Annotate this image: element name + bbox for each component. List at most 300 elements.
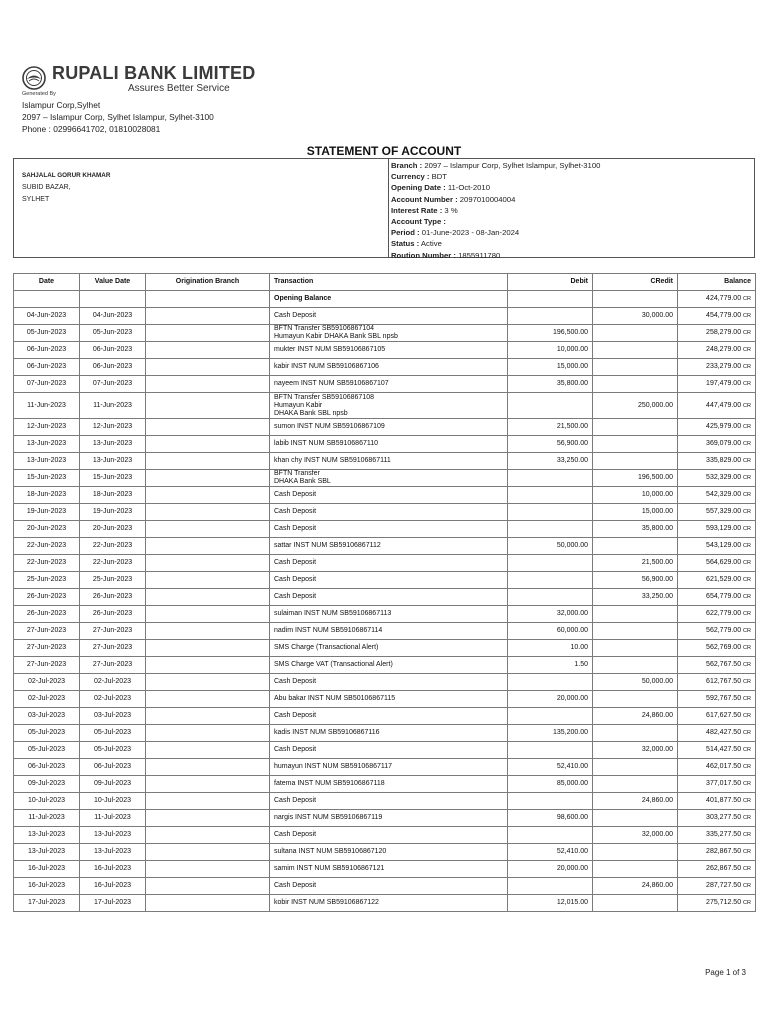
balance-amount: 369,079.00 xyxy=(706,440,742,447)
cell-value-date: 20-Jun-2023 xyxy=(80,521,146,538)
cell-credit xyxy=(593,691,678,708)
transaction-line: fatema INST NUM SB59106867118 xyxy=(274,780,385,787)
balance-suffix: CR xyxy=(743,330,751,336)
transaction-line: SMS Charge VAT (Transactional Alert) xyxy=(274,661,393,668)
transaction-row xyxy=(14,606,756,623)
transaction-line: Cash Deposit xyxy=(274,712,317,719)
cell-date: 16-Jul-2023 xyxy=(14,861,80,878)
balance-amount: 424,779.00 xyxy=(706,295,742,302)
balance-suffix: CR xyxy=(743,364,751,370)
cell-value-date: 06-Jun-2023 xyxy=(80,359,146,376)
account-detail-value: 3 % xyxy=(444,205,458,215)
cell-balance xyxy=(678,844,756,861)
balance-suffix: CR xyxy=(743,296,751,302)
balance-amount: 248,279.00 xyxy=(706,346,742,353)
cell-value-date: 05-Jun-2023 xyxy=(80,325,146,342)
balance-suffix: CR xyxy=(743,832,751,838)
cell-origination-branch xyxy=(146,640,270,657)
cell-value-date: 22-Jun-2023 xyxy=(80,538,146,555)
transaction-row xyxy=(14,674,756,691)
cell-origination-branch xyxy=(146,359,270,376)
account-detail-value: Active xyxy=(420,239,442,249)
cell-balance xyxy=(678,657,756,674)
cell-balance xyxy=(678,895,756,912)
transaction-line: Humayun Kabir xyxy=(274,401,323,409)
transaction-line: Cash Deposit xyxy=(274,797,317,804)
cell-balance xyxy=(678,308,756,325)
cell-empty xyxy=(80,291,146,308)
cell-value-date: 27-Jun-2023 xyxy=(80,623,146,640)
balance-amount: 262,867.50 xyxy=(706,865,742,872)
cell-origination-branch xyxy=(146,895,270,912)
cell-value-date: 16-Jul-2023 xyxy=(80,878,146,895)
cell-transaction xyxy=(270,810,508,827)
branch-line: Phone : 02996641702, 01810028081 xyxy=(22,124,161,134)
account-detail-line xyxy=(391,227,600,238)
account-detail-label: Interest Rate : xyxy=(391,205,443,215)
cell-transaction xyxy=(270,504,508,521)
balance-suffix: CR xyxy=(743,577,751,583)
cell-value-date: 09-Jul-2023 xyxy=(80,776,146,793)
cell-date: 27-Jun-2023 xyxy=(14,640,80,657)
account-detail-line xyxy=(391,182,600,193)
cell-value-date: 02-Jul-2023 xyxy=(80,691,146,708)
cell-transaction xyxy=(270,589,508,606)
cell-transaction xyxy=(270,555,508,572)
cell-date: 18-Jun-2023 xyxy=(14,487,80,504)
branch-line: 2097 – Islampur Corp, Sylhet Islampur, Sylhet-3100 xyxy=(22,112,214,122)
balance-suffix: CR xyxy=(743,849,751,855)
cell-credit: 33,250.00 xyxy=(593,589,678,606)
transaction-line: samim INST NUM SB59106867121 xyxy=(274,865,385,872)
cell-origination-branch xyxy=(146,504,270,521)
cell-origination-branch xyxy=(146,589,270,606)
account-detail-line xyxy=(391,250,600,261)
cell-balance xyxy=(678,325,756,342)
transaction-row xyxy=(14,657,756,674)
cell-credit xyxy=(593,895,678,912)
cell-value-date: 11-Jul-2023 xyxy=(80,810,146,827)
cell-empty xyxy=(146,291,270,308)
account-detail-label: Account Number : xyxy=(391,194,458,204)
transaction-line: Abu bakar INST NUM SB50106867115 xyxy=(274,695,396,702)
balance-amount: 617,627.50 xyxy=(706,712,742,719)
cell-balance xyxy=(678,453,756,470)
balance-suffix: CR xyxy=(743,402,751,409)
cell-date: 13-Jul-2023 xyxy=(14,827,80,844)
cell-credit xyxy=(593,725,678,742)
cell-balance xyxy=(678,742,756,759)
balance-suffix: CR xyxy=(743,526,751,532)
transaction-row xyxy=(14,844,756,861)
balance-amount: 303,277.50 xyxy=(706,814,742,821)
transaction-row xyxy=(14,640,756,657)
balance-amount: 562,769.00 xyxy=(706,644,742,651)
opening-balance-value xyxy=(678,291,756,308)
balance-suffix: CR xyxy=(743,509,751,515)
transaction-line: kobir INST NUM SB59106867122 xyxy=(274,899,379,906)
balance-suffix: CR xyxy=(743,313,751,319)
cell-transaction xyxy=(270,436,508,453)
cell-balance xyxy=(678,793,756,810)
balance-suffix: CR xyxy=(743,628,751,634)
cell-date: 04-Jun-2023 xyxy=(14,308,80,325)
account-detail-label: Opening Date : xyxy=(391,183,446,193)
transaction-line: Cash Deposit xyxy=(274,882,317,889)
cell-credit xyxy=(593,623,678,640)
cell-credit xyxy=(593,436,678,453)
cell-date: 11-Jun-2023 xyxy=(14,393,80,419)
cell-credit xyxy=(593,453,678,470)
cell-debit: 35,800.00 xyxy=(508,376,593,393)
cell-debit xyxy=(508,793,593,810)
cell-credit xyxy=(593,776,678,793)
cell-debit xyxy=(508,708,593,725)
cell-debit: 12,015.00 xyxy=(508,895,593,912)
cell-balance xyxy=(678,487,756,504)
cell-origination-branch xyxy=(146,470,270,487)
cell-origination-branch xyxy=(146,657,270,674)
transaction-line: Cash Deposit xyxy=(274,831,317,838)
cell-balance xyxy=(678,538,756,555)
transaction-line: sattar INST NUM SB59106867112 xyxy=(274,542,381,549)
balance-suffix: CR xyxy=(743,458,751,464)
cell-date: 06-Jun-2023 xyxy=(14,342,80,359)
balance-amount: 562,779.00 xyxy=(706,627,742,634)
transaction-line: khan chy INST NUM SB59106867111 xyxy=(274,457,391,464)
cell-credit: 24,860.00 xyxy=(593,793,678,810)
cell-origination-branch xyxy=(146,810,270,827)
cell-transaction xyxy=(270,325,508,342)
transaction-row xyxy=(14,725,756,742)
cell-origination-branch xyxy=(146,742,270,759)
cell-credit xyxy=(593,759,678,776)
cell-debit: 98,600.00 xyxy=(508,810,593,827)
cell-date: 12-Jun-2023 xyxy=(14,419,80,436)
cell-date: 09-Jul-2023 xyxy=(14,776,80,793)
transaction-row xyxy=(14,359,756,376)
balance-suffix: CR xyxy=(743,696,751,702)
balance-amount: 654,779.00 xyxy=(706,593,742,600)
account-detail-label: Currency : xyxy=(391,172,430,182)
transaction-line: sumon INST NUM SB59106867109 xyxy=(274,423,385,430)
cell-date: 27-Jun-2023 xyxy=(14,657,80,674)
cell-value-date: 02-Jul-2023 xyxy=(80,674,146,691)
transaction-row xyxy=(14,436,756,453)
balance-suffix: CR xyxy=(743,781,751,787)
cell-origination-branch xyxy=(146,691,270,708)
balance-amount: 282,867.50 xyxy=(706,848,742,855)
transaction-row xyxy=(14,393,756,419)
cell-debit xyxy=(508,878,593,895)
cell-empty xyxy=(508,291,593,308)
cell-debit xyxy=(508,308,593,325)
balance-suffix: CR xyxy=(743,347,751,353)
cell-transaction xyxy=(270,521,508,538)
cell-value-date: 22-Jun-2023 xyxy=(80,555,146,572)
cell-value-date: 17-Jul-2023 xyxy=(80,895,146,912)
cell-balance xyxy=(678,376,756,393)
cell-transaction xyxy=(270,691,508,708)
transaction-row xyxy=(14,470,756,487)
balance-suffix: CR xyxy=(743,645,751,651)
transaction-line: Humayun Kabir DHAKA Bank SBL npsb xyxy=(274,333,398,340)
cell-origination-branch xyxy=(146,342,270,359)
cell-debit xyxy=(508,572,593,589)
cell-value-date: 03-Jul-2023 xyxy=(80,708,146,725)
account-detail-line xyxy=(391,205,600,216)
transaction-row xyxy=(14,589,756,606)
transaction-line: Cash Deposit xyxy=(274,678,317,685)
cell-date: 11-Jul-2023 xyxy=(14,810,80,827)
cell-value-date: 26-Jun-2023 xyxy=(80,606,146,623)
cell-date: 22-Jun-2023 xyxy=(14,538,80,555)
cell-date: 05-Jun-2023 xyxy=(14,325,80,342)
cell-value-date: 19-Jun-2023 xyxy=(80,504,146,521)
cell-transaction xyxy=(270,572,508,589)
balance-amount: 557,329.00 xyxy=(706,508,742,515)
cell-origination-branch xyxy=(146,538,270,555)
transactions-table xyxy=(13,273,756,912)
cell-transaction xyxy=(270,742,508,759)
cell-origination-branch xyxy=(146,827,270,844)
cell-value-date: 27-Jun-2023 xyxy=(80,657,146,674)
cell-origination-branch xyxy=(146,487,270,504)
cell-date: 22-Jun-2023 xyxy=(14,555,80,572)
opening-balance-row xyxy=(14,291,756,308)
cell-balance xyxy=(678,470,756,487)
transaction-line: Cash Deposit xyxy=(274,576,317,583)
transaction-line: BFTN Transfer SB59106867104 xyxy=(274,325,375,332)
cell-transaction xyxy=(270,487,508,504)
cell-value-date: 12-Jun-2023 xyxy=(80,419,146,436)
cell-transaction xyxy=(270,453,508,470)
cell-credit: 56,900.00 xyxy=(593,572,678,589)
cell-balance xyxy=(678,623,756,640)
transaction-row xyxy=(14,376,756,393)
cell-origination-branch xyxy=(146,776,270,793)
cell-transaction xyxy=(270,657,508,674)
balance-amount: 454,779.00 xyxy=(706,312,742,319)
cell-transaction xyxy=(270,308,508,325)
balance-suffix: CR xyxy=(743,679,751,685)
cell-transaction xyxy=(270,878,508,895)
account-detail-line xyxy=(391,216,600,227)
cell-credit: 250,000.00 xyxy=(593,393,678,419)
cell-date: 07-Jun-2023 xyxy=(14,376,80,393)
transaction-line: Cash Deposit xyxy=(274,593,317,600)
balance-suffix: CR xyxy=(743,798,751,804)
cell-balance xyxy=(678,555,756,572)
cell-origination-branch xyxy=(146,861,270,878)
cell-transaction xyxy=(270,606,508,623)
account-detail-label: Account Type : xyxy=(391,217,446,227)
account-detail-line xyxy=(391,160,600,171)
transaction-row xyxy=(14,691,756,708)
cell-origination-branch xyxy=(146,793,270,810)
cell-value-date: 06-Jun-2023 xyxy=(80,342,146,359)
cell-credit xyxy=(593,419,678,436)
cell-date: 20-Jun-2023 xyxy=(14,521,80,538)
cell-credit xyxy=(593,657,678,674)
balance-amount: 425,979.00 xyxy=(706,423,742,430)
cell-balance xyxy=(678,878,756,895)
transaction-row xyxy=(14,776,756,793)
cell-transaction xyxy=(270,419,508,436)
transaction-row xyxy=(14,325,756,342)
transaction-row xyxy=(14,487,756,504)
cell-origination-branch xyxy=(146,419,270,436)
cell-credit xyxy=(593,606,678,623)
balance-amount: 622,779.00 xyxy=(706,610,742,617)
account-detail-line xyxy=(391,194,600,205)
cell-value-date: 15-Jun-2023 xyxy=(80,470,146,487)
cell-debit: 52,410.00 xyxy=(508,759,593,776)
cell-debit xyxy=(508,521,593,538)
table-header-row xyxy=(14,274,756,291)
cell-empty xyxy=(14,291,80,308)
account-detail-line xyxy=(391,238,600,249)
cell-credit xyxy=(593,538,678,555)
transaction-line: mukter INST NUM SB59106867105 xyxy=(274,346,386,353)
cell-origination-branch xyxy=(146,708,270,725)
cell-date: 27-Jun-2023 xyxy=(14,623,80,640)
cell-debit: 32,000.00 xyxy=(508,606,593,623)
transaction-row xyxy=(14,878,756,895)
balance-amount: 287,727.50 xyxy=(706,882,742,889)
transactions-body xyxy=(14,291,756,912)
balance-suffix: CR xyxy=(743,594,751,600)
account-holder xyxy=(22,170,110,206)
info-divider xyxy=(388,159,389,257)
cell-balance xyxy=(678,640,756,657)
balance-amount: 542,329.00 xyxy=(706,491,742,498)
cell-value-date: 05-Jul-2023 xyxy=(80,725,146,742)
cell-value-date: 27-Jun-2023 xyxy=(80,640,146,657)
cell-date: 13-Jun-2023 xyxy=(14,453,80,470)
balance-amount: 401,877.50 xyxy=(706,797,742,804)
transaction-line: kabir INST NUM SB59106867106 xyxy=(274,363,379,370)
cell-origination-branch xyxy=(146,393,270,419)
transaction-line: Cash Deposit xyxy=(274,491,317,498)
cell-balance xyxy=(678,572,756,589)
cell-balance xyxy=(678,810,756,827)
balance-suffix: CR xyxy=(743,441,751,447)
account-detail-label: Roution Number : xyxy=(391,250,456,260)
cell-balance xyxy=(678,708,756,725)
cell-debit: 60,000.00 xyxy=(508,623,593,640)
transaction-line: nadim INST NUM SB59106867114 xyxy=(274,627,383,634)
balance-amount: 233,279.00 xyxy=(706,363,742,370)
cell-debit xyxy=(508,742,593,759)
transaction-row xyxy=(14,827,756,844)
account-detail-line xyxy=(391,171,600,182)
cell-balance xyxy=(678,691,756,708)
balance-amount: 562,767.50 xyxy=(706,661,742,668)
cell-credit: 24,860.00 xyxy=(593,878,678,895)
cell-credit: 50,000.00 xyxy=(593,674,678,691)
cell-value-date: 13-Jun-2023 xyxy=(80,453,146,470)
balance-suffix: CR xyxy=(743,381,751,387)
cell-empty xyxy=(593,291,678,308)
transaction-row xyxy=(14,793,756,810)
account-detail-label: Branch : xyxy=(391,161,423,170)
cell-date: 05-Jul-2023 xyxy=(14,725,80,742)
balance-amount: 514,427.50 xyxy=(706,746,742,753)
transaction-row xyxy=(14,572,756,589)
cell-origination-branch xyxy=(146,606,270,623)
transaction-line: DHAKA Bank SBL npsb xyxy=(274,409,348,417)
cell-value-date: 06-Jul-2023 xyxy=(80,759,146,776)
col-credit-header: CRedit xyxy=(593,274,678,291)
balance-amount: 532,329.00 xyxy=(706,474,742,481)
balance-suffix: CR xyxy=(743,747,751,753)
cell-date: 15-Jun-2023 xyxy=(14,470,80,487)
balance-suffix: CR xyxy=(743,611,751,617)
cell-transaction xyxy=(270,725,508,742)
balance-amount: 612,767.50 xyxy=(706,678,742,685)
transaction-line: nayeem INST NUM SB59106867107 xyxy=(274,380,389,387)
bank-tagline: Assures Better Service xyxy=(128,83,230,94)
holder-name: SAHJALAL GORUR KHAMAR xyxy=(22,172,111,179)
account-detail-label: Period : xyxy=(391,228,420,238)
account-detail-value: 1855911780 xyxy=(458,250,501,260)
cell-debit: 33,250.00 xyxy=(508,453,593,470)
balance-amount: 275,712.50 xyxy=(706,899,742,906)
cell-origination-branch xyxy=(146,453,270,470)
branch-address xyxy=(22,99,214,135)
account-info-box xyxy=(13,158,755,258)
cell-credit xyxy=(593,376,678,393)
cell-value-date: 13-Jun-2023 xyxy=(80,436,146,453)
cell-balance xyxy=(678,674,756,691)
cell-value-date: 13-Jul-2023 xyxy=(80,844,146,861)
balance-suffix: CR xyxy=(743,866,751,872)
page-number: Page 1 of 3 xyxy=(705,968,746,977)
cell-debit xyxy=(508,393,593,419)
transaction-row xyxy=(14,708,756,725)
balance-amount: 482,427.50 xyxy=(706,729,742,736)
transaction-row xyxy=(14,419,756,436)
cell-debit: 10,000.00 xyxy=(508,342,593,359)
cell-debit: 135,200.00 xyxy=(508,725,593,742)
cell-balance xyxy=(678,606,756,623)
cell-date: 10-Jul-2023 xyxy=(14,793,80,810)
cell-credit xyxy=(593,640,678,657)
cell-balance xyxy=(678,725,756,742)
cell-balance xyxy=(678,419,756,436)
cell-date: 13-Jul-2023 xyxy=(14,844,80,861)
transaction-line: kadis INST NUM SB59106867116 xyxy=(274,729,380,736)
cell-debit: 196,500.00 xyxy=(508,325,593,342)
col-value-date-header: Value Date xyxy=(80,274,146,291)
balance-amount: 377,017.50 xyxy=(706,780,742,787)
cell-credit xyxy=(593,325,678,342)
cell-debit: 1.50 xyxy=(508,657,593,674)
cell-balance xyxy=(678,776,756,793)
transaction-line: Cash Deposit xyxy=(274,559,317,566)
cell-debit xyxy=(508,487,593,504)
col-date-header: Date xyxy=(14,274,80,291)
balance-suffix: CR xyxy=(743,883,751,889)
cell-transaction xyxy=(270,393,508,419)
balance-suffix: CR xyxy=(743,900,751,906)
cell-debit: 85,000.00 xyxy=(508,776,593,793)
cell-date: 06-Jul-2023 xyxy=(14,759,80,776)
cell-transaction xyxy=(270,376,508,393)
account-detail-value: BDT xyxy=(431,172,447,182)
cell-origination-branch xyxy=(146,325,270,342)
